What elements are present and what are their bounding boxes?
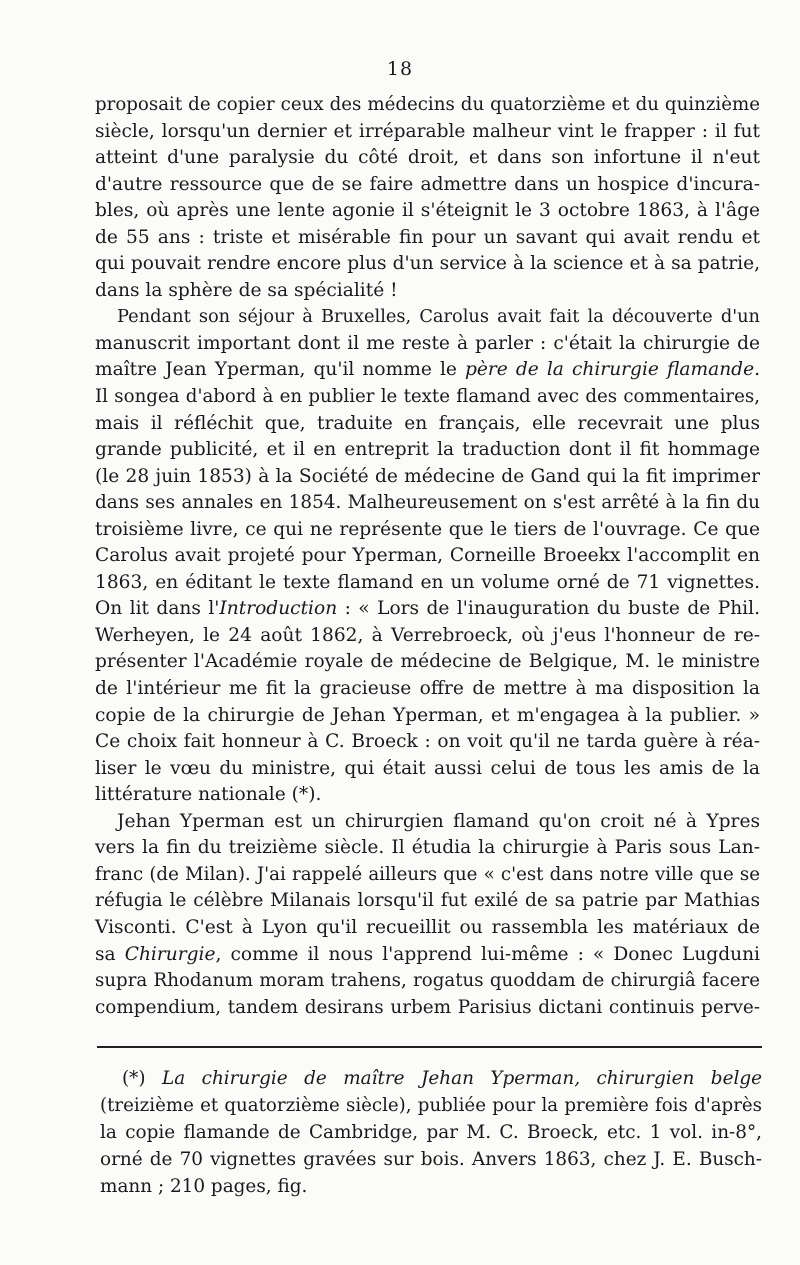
body-line: présenter l'Académie royale de médecine de Belgique, M. le ministre	[95, 651, 760, 673]
body-line: Visconti. C'est à Lyon qu'il recueillit ou rassembla les matériaux de	[95, 916, 760, 938]
body-line: de l'intérieur me fit la gracieuse offre de mettre à ma disposition la	[95, 678, 760, 700]
body-line: 1863, en éditant le texte flamand en un volume orné de 71 vignettes.	[95, 571, 760, 593]
body-line: On lit dans l'Introduction : « Lors de l'inauguration du buste de Phil.	[95, 598, 760, 620]
body-line: mais il réfléchit que, traduite en français, elle recevrait une plus	[95, 412, 760, 434]
body-line: d'autre ressource que de se faire admettre dans un hospice d'incura-	[95, 173, 760, 195]
body-line: bles, où après une lente agonie il s'éteignit le 3 octobre 1863, à l'âge	[95, 200, 760, 222]
footnote-divider	[97, 1046, 762, 1048]
body-line: Il songea d'abord à en publier le texte flamand avec des commentaires,	[95, 386, 760, 408]
page-number: 18	[386, 58, 414, 80]
body-line: Carolus avait projeté pour Yperman, Corneille Broeekx l'accomplit en	[95, 545, 760, 567]
body-line: Werheyen, le 24 août 1862, à Verrebroeck, où j'eus l'honneur de re-	[95, 624, 760, 646]
footnote-line: (treizième et quatorzième siècle), publiée pour la première fois d'après	[100, 1095, 762, 1116]
body-line: littérature nationale (*).	[95, 784, 322, 806]
body-line: (le 28 juin 1853) à la Société de médecine de Gand qui la fit imprimer	[95, 465, 760, 487]
body-line: supra Rhodanum moram trahens, rogatus quoddam de chirurgiâ facere	[95, 970, 760, 992]
body-line: qui pouvait rendre encore plus d'un service à la science et à sa patrie,	[95, 253, 760, 275]
body-line: dans ses annales en 1854. Malheureusement on s'est arrêté à la fin du	[95, 492, 760, 514]
body-line: siècle, lorsqu'un dernier et irréparable malheur vint le frapper : il fut	[95, 120, 760, 142]
body-line: copie de la chirurgie de Jehan Yperman, et m'engagea à la publier. »	[95, 704, 760, 726]
body-line: dans la sphère de sa spécialité !	[95, 279, 398, 301]
footnote	[100, 1065, 762, 1200]
body-line: proposait de copier ceux des médecins du quatorzième et du quinzième	[95, 94, 760, 115]
footnote-line: la copie flamande de Cambridge, par M. C. Broeck, etc. 1 vol. in-8°,	[100, 1122, 762, 1143]
body-line: maître Jean Yperman, qu'il nomme le père de la chirurgie flamande.	[95, 359, 760, 381]
body-line: Pendant son séjour à Bruxelles, Carolus avait fait la découverte d'un	[117, 306, 760, 328]
body-text	[95, 92, 760, 1021]
body-line: troisième livre, ce qui ne représente que le tiers de l'ouvrage. Ce que	[95, 518, 760, 540]
body-line: atteint d'une paralysie du côté droit, et dans son infortune il n'eut	[95, 147, 760, 169]
body-line: Jehan Yperman est un chirurgien flamand qu'on croit né à Ypres	[117, 810, 760, 832]
body-line: manuscrit important dont il me reste à parler : c'était la chirurgie de	[95, 332, 760, 354]
body-line: compendium, tandem desirans urbem Parisius dictani continuis perve-	[95, 996, 760, 1018]
body-line: Ce choix fait honneur à C. Broeck : on voit qu'il ne tarda guère à réa-	[95, 731, 760, 753]
body-line: franc (de Milan). J'ai rappelé ailleurs que « c'est dans notre ville que se	[95, 863, 760, 885]
body-line: liser le vœu du ministre, qui était aussi celui de tous les amis de la	[95, 757, 760, 779]
footnote-line: mann ; 210 pages, fig.	[100, 1176, 308, 1197]
body-line: grande publicité, et il en entreprit la traduction dont il fit hommage	[95, 439, 760, 461]
body-line: de 55 ans : triste et misérable fin pour un savant qui avait rendu et	[95, 226, 760, 248]
footnote-line: orné de 70 vignettes gravées sur bois. Anvers 1863, chez J. E. Busch-	[100, 1149, 762, 1170]
footnote-line: (*) La chirurgie de maître Jehan Yperman, chirurgien belge	[122, 1068, 762, 1089]
body-line: réfugia le célèbre Milanais lorsqu'il fut exilé de sa patrie par Mathias	[95, 890, 760, 912]
body-line: vers la fin du treizième siècle. Il étudia la chirurgie à Paris sous Lan-	[95, 837, 760, 859]
body-line: sa Chirurgie, comme il nous l'apprend lui-même : « Donec Lugduni	[95, 943, 761, 965]
